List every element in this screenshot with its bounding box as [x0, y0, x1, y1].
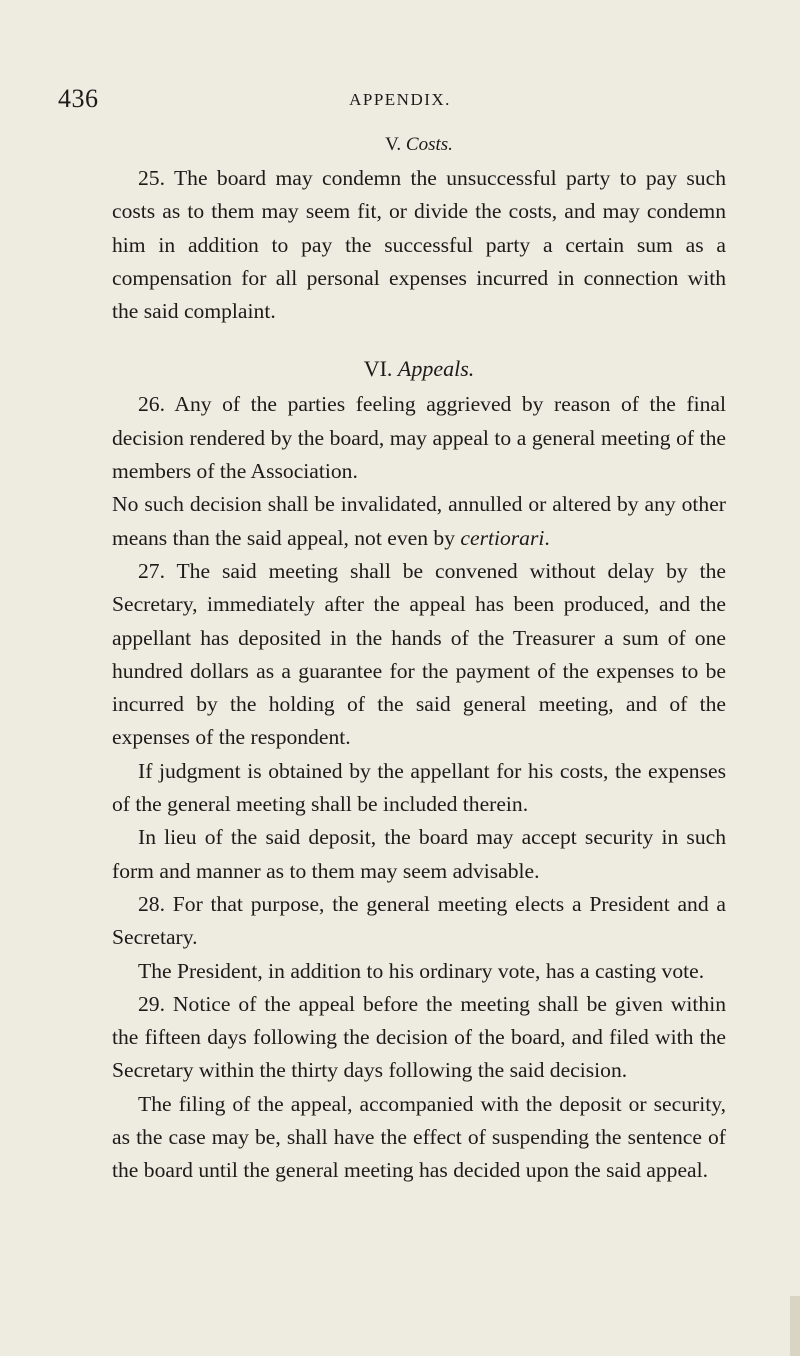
- section-numeral: VI.: [363, 356, 393, 382]
- paragraph-29: 29. Notice of the appeal before the meeting shall be given within the fifteen days following the decision of the board, and filed with the Secretary within the thirty days following the said decision.: [112, 991, 726, 1083]
- section-heading-costs: [112, 130, 726, 160]
- certiorari-term: certiorari: [460, 525, 545, 550]
- paragraph-28-president: The President, in addition to his ordinary vote, has a casting vote.: [138, 958, 705, 983]
- page-edge-shadow: [790, 1296, 800, 1356]
- paragraph-27-lieu: In lieu of the said deposit, the board may accept security in such form and manner as to them may seem advisable.: [112, 825, 726, 883]
- paragraph-26: 26. Any of the parties feeling aggrieved by reason of the final decision rendered by the board, may appeal to a general meeting of the members of the Association.: [112, 392, 726, 484]
- section-title: Appeals.: [397, 356, 475, 382]
- page-header: [0, 84, 800, 124]
- section-numeral: V.: [385, 134, 402, 155]
- paragraph-28: 28. For that purpose, the general meeting elects a President and a Secretary.: [112, 891, 726, 950]
- running-head: APPENDIX.: [349, 90, 451, 109]
- section-heading-appeals: [112, 354, 726, 384]
- paragraph-26-certiorari: [112, 488, 726, 555]
- page-body: [112, 130, 726, 1188]
- paragraph-29-filing: The filing of the appeal, accompanied with the deposit or security, as the case may be, shall have the effect of suspending the sentence of the board until the general meeting has decided upon the said appeal.: [112, 1091, 726, 1183]
- paragraph-27: 27. The said meeting shall be convened without delay by the Secretary, immediately after the appeal has been produced, and the appellant has deposited in the hands of the Treasurer a sum of one hundred dollars as a guarantee for the payment of the expenses to be incurred by the holding of the said general meeting, and of the expenses of the respondent.: [112, 558, 726, 750]
- certiorari-lead: No such decision shall be invalidated, annulled or altered by any other means than the said appeal, not even by: [112, 492, 726, 550]
- certiorari-end: .: [544, 525, 550, 550]
- section-title: Costs.: [405, 134, 453, 155]
- paragraph-27-judgment: If judgment is obtained by the appellant for his costs, the expenses of the general meeting shall be included therein.: [112, 758, 726, 817]
- paragraph-25: 25. The board may condemn the unsuccessful party to pay such costs as to them may seem fit, or divide the costs, and may condemn him in addition to pay the successful party a certain sum as a compensation for all personal expenses incurred in connection with the said complaint.: [112, 166, 726, 324]
- page-number: 436: [58, 84, 99, 113]
